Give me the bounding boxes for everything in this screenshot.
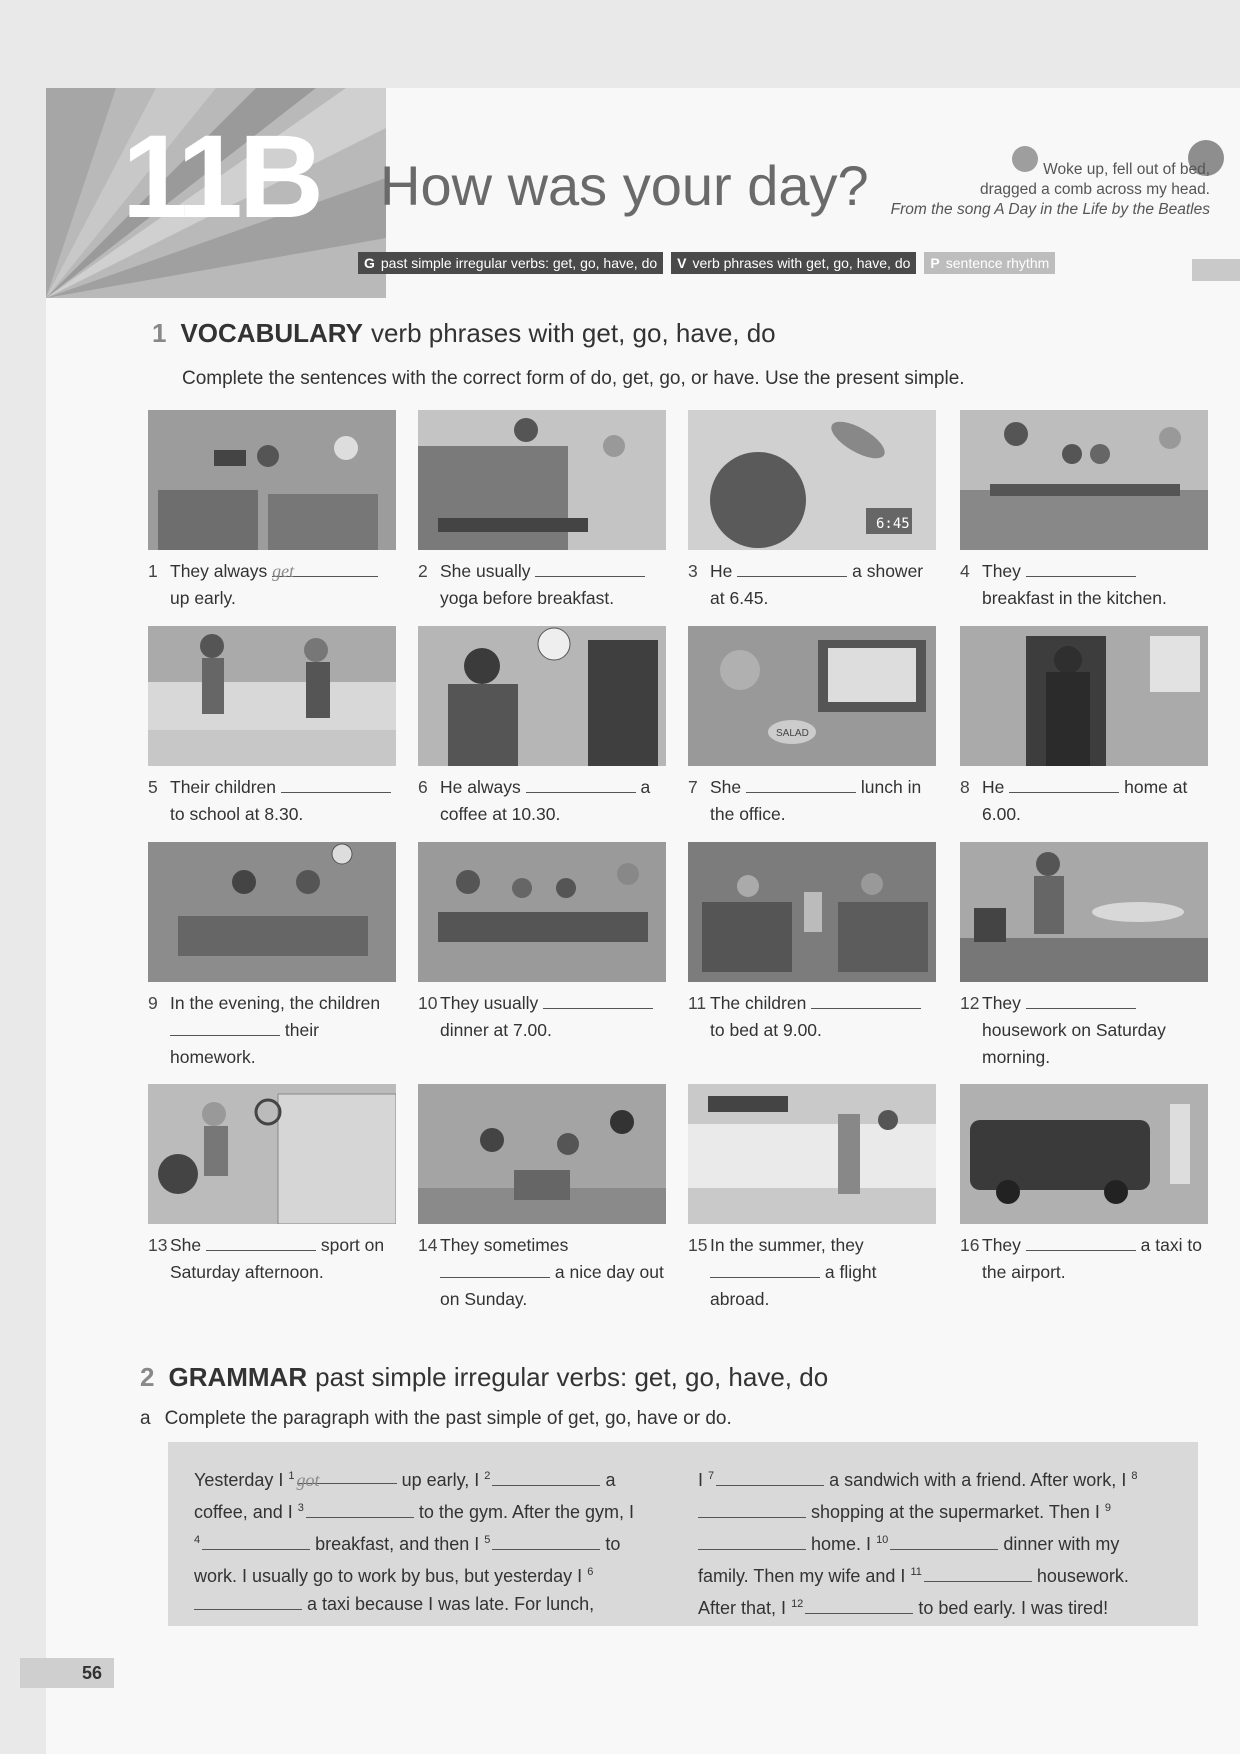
answer-blank[interactable] — [1009, 774, 1119, 793]
exercise-text-before: In the evening, the children — [170, 993, 381, 1013]
exercise-illustration — [960, 626, 1208, 766]
exercise-text-before: She usually — [440, 561, 531, 581]
exercise-illustration — [688, 842, 936, 982]
exercise-illustration — [960, 842, 1208, 982]
exercise-item — [148, 410, 398, 612]
exercise-text-after: up early. — [170, 588, 236, 608]
section-1-instruction: Complete the sentences with the correct form of do, get, go, or have. Use the present simple. — [182, 368, 965, 389]
exercise-text-before: He always — [440, 777, 521, 797]
answer-blank-9[interactable] — [698, 1532, 806, 1550]
exercise-caption — [148, 558, 398, 612]
answer-blank[interactable] — [543, 990, 653, 1009]
answer-blank[interactable] — [526, 774, 636, 793]
answer-blank[interactable] — [170, 1017, 280, 1036]
section-2-heading: 2 GRAMMAR past simple irregular verbs: get, go, have, do — [140, 1362, 829, 1392]
paragraph-column-right: I $^7$ a sandwich with a friend. After work, I $^8$ shopping at the supermarket. Then I $^9$ home. I $^{10}$ dinner with my family. Then my wife and I $^{11}$ housework. After that, I $^{12}$ to bed early. I was tired! — [698, 1470, 1138, 1618]
answer-blank-4[interactable] — [202, 1532, 310, 1550]
exercise-caption — [148, 990, 398, 1071]
exercise-caption — [148, 1232, 398, 1286]
exercise-item — [960, 842, 1210, 1071]
answer-blank-7[interactable] — [716, 1468, 824, 1486]
exercise-item — [688, 1084, 938, 1313]
answer-blank[interactable] — [281, 774, 391, 793]
exercise-item — [418, 842, 668, 1044]
exercise-caption — [960, 774, 1210, 828]
answer-blank-2[interactable] — [492, 1468, 600, 1486]
exercise-text-before: They sometimes — [440, 1235, 569, 1255]
exercise-illustration — [418, 842, 666, 982]
exercise-number: 16 — [960, 1235, 980, 1255]
exercise-item — [418, 410, 668, 612]
exercise-item — [148, 626, 398, 828]
exercise-text-after: dinner at 7.00. — [440, 1020, 552, 1040]
exercise-item — [148, 842, 398, 1071]
answer-blank[interactable] — [535, 558, 645, 577]
clock-text: 6:45 — [876, 516, 910, 532]
answer-blank[interactable] — [811, 990, 921, 1009]
exercise-number: 9 — [148, 993, 158, 1013]
exercise-text-after: a taxi to the airport. — [982, 1235, 1202, 1282]
exercise-item — [148, 1084, 398, 1286]
exercise-illustration — [418, 626, 666, 766]
exercise-item — [688, 842, 938, 1044]
answer-blank-12[interactable] — [805, 1596, 913, 1614]
answer-blank[interactable] — [1026, 558, 1136, 577]
exercise-number: 11 — [688, 993, 707, 1013]
exercise-number: 10 — [418, 993, 438, 1013]
exercise-text-after: a nice day out on Sunday. — [440, 1262, 664, 1309]
exercise-text-before: He — [710, 561, 733, 581]
exercise-caption — [688, 558, 938, 612]
exercise-text-before: She — [170, 1235, 202, 1255]
exercise-text-after: breakfast in the kitchen. — [982, 588, 1167, 608]
answer-blank[interactable] — [710, 1259, 820, 1278]
answer-blank-8[interactable] — [698, 1500, 806, 1518]
exercise-text-before: They — [982, 561, 1021, 581]
paragraph-column-left: Yesterday I $^1$ got up early, I $^2$ a coffee, and I $^3$ to the gym. After the gym, I $^4$ breakfast, and then I $^5$ to work. I usually go to work by bus, but yesterday I $^6$ a taxi because I was late. For lunch, — [194, 1462, 646, 1618]
exercise-caption — [688, 1232, 938, 1313]
exercise-number: 15 — [688, 1235, 708, 1255]
exercise-number: 2 — [418, 561, 428, 581]
exercise-number: 12 — [960, 993, 980, 1013]
section-1-heading: 1 VOCABULARY verb phrases with get, go, have, do — [152, 318, 776, 348]
quote-line-2: dragged a comb across my head. — [979, 181, 1210, 198]
exercise-text-after: lunch in the office. — [710, 777, 922, 824]
exercise-caption — [418, 774, 668, 828]
exercise-text-after: housework on Saturday morning. — [982, 1020, 1166, 1067]
exercise-text-after: a coffee at 10.30. — [440, 777, 651, 824]
answer-blank-1[interactable]: got — [297, 1466, 397, 1484]
exercise-text-before: They — [982, 993, 1021, 1013]
section-2-instruction: a Complete the paragraph with the past simple of get, go, have or do. — [140, 1408, 732, 1429]
exercise-text-after: yoga before breakfast. — [440, 588, 615, 608]
exercise-text-before: They usually — [440, 993, 539, 1013]
exercise-item — [960, 626, 1210, 828]
exercise-illustration — [960, 1084, 1208, 1224]
exercise-text-after: to school at 8.30. — [170, 804, 304, 824]
exercise-number: 13 — [148, 1235, 168, 1255]
exercise-illustration — [688, 1084, 936, 1224]
exercise-text-before: He — [982, 777, 1005, 797]
answer-blank-6[interactable] — [194, 1592, 302, 1610]
tag-vocabulary: V verb phrases with get, go, have, do — [671, 252, 916, 274]
exercise-text-before: She — [710, 777, 742, 797]
exercise-number: 3 — [688, 561, 698, 581]
answer-blank-3[interactable] — [306, 1500, 414, 1518]
exercise-item — [418, 626, 668, 828]
exercise-illustration — [418, 410, 666, 550]
tag-grammar: G past simple irregular verbs: get, go, have, do — [358, 252, 663, 274]
exercise-illustration — [148, 1084, 396, 1224]
answer-blank[interactable] — [206, 1232, 316, 1251]
exercise-caption — [418, 558, 668, 612]
answer-blank-11[interactable] — [924, 1564, 1032, 1582]
song-quote — [891, 160, 1210, 220]
exercise-item — [688, 626, 938, 828]
tag-pronunciation: P sentence rhythm — [924, 252, 1055, 274]
topic-tags — [358, 252, 1055, 274]
answer-blank[interactable] — [746, 774, 856, 793]
exercise-illustration — [148, 626, 396, 766]
answer-blank[interactable] — [1026, 990, 1136, 1009]
exercise-number: 5 — [148, 777, 158, 797]
exercise-caption — [688, 990, 938, 1044]
exercise-number: 8 — [960, 777, 970, 797]
answer-blank-5[interactable] — [492, 1532, 600, 1550]
exercise-caption — [960, 990, 1210, 1071]
exercise-item — [688, 410, 938, 612]
salad-label: SALAD — [776, 728, 809, 739]
exercise-item — [418, 1084, 668, 1313]
answer-blank[interactable] — [1026, 1232, 1136, 1251]
answer-blank[interactable]: get — [272, 558, 378, 577]
answer-blank-10[interactable] — [890, 1532, 998, 1550]
page-title: How was your day? — [380, 154, 869, 217]
exercise-text-after: their homework. — [170, 1020, 319, 1067]
exercise-caption — [418, 990, 668, 1044]
exercise-number: 4 — [960, 561, 970, 581]
exercise-illustration — [418, 1084, 666, 1224]
exercise-text-before: Their children — [170, 777, 277, 797]
exercise-text-before: The children — [710, 993, 807, 1013]
exercise-text-before: They always — [170, 561, 268, 581]
page-number: 56 — [20, 1658, 114, 1688]
exercise-illustration — [688, 626, 936, 766]
exercise-illustration — [148, 842, 396, 982]
exercise-caption — [418, 1232, 668, 1313]
exercise-number: 14 — [418, 1235, 438, 1255]
exercise-text-after: a shower at 6.45. — [710, 561, 924, 608]
exercise-caption — [688, 774, 938, 828]
exercise-caption — [148, 774, 398, 828]
exercise-caption — [960, 558, 1210, 612]
exercise-text-after: to bed at 9.00. — [710, 1020, 822, 1040]
exercise-number: 6 — [418, 777, 428, 797]
exercise-text-before: In the summer, they — [710, 1235, 864, 1255]
answer-blank[interactable] — [737, 558, 847, 577]
exercise-illustration — [960, 410, 1208, 550]
exercise-number: 7 — [688, 777, 698, 797]
lesson-number: 11B — [122, 111, 320, 243]
tag-bar-end — [1192, 259, 1240, 281]
exercise-caption — [960, 1232, 1210, 1286]
answer-blank[interactable] — [440, 1259, 550, 1278]
quote-line-1: Woke up, fell out of bed, — [1043, 161, 1210, 178]
exercise-illustration — [148, 410, 396, 550]
quote-source: From the song A Day in the Life by the Beatles — [890, 201, 1210, 218]
exercise-text-after: home at 6.00. — [982, 777, 1188, 824]
exercise-text-before: They — [982, 1235, 1021, 1255]
exercise-item — [960, 410, 1210, 612]
exercise-illustration — [688, 410, 936, 550]
exercise-text-after: sport on Saturday afternoon. — [170, 1235, 385, 1282]
exercise-text-after: a flight abroad. — [710, 1262, 877, 1309]
exercise-item — [960, 1084, 1210, 1286]
exercise-number: 1 — [148, 561, 158, 581]
